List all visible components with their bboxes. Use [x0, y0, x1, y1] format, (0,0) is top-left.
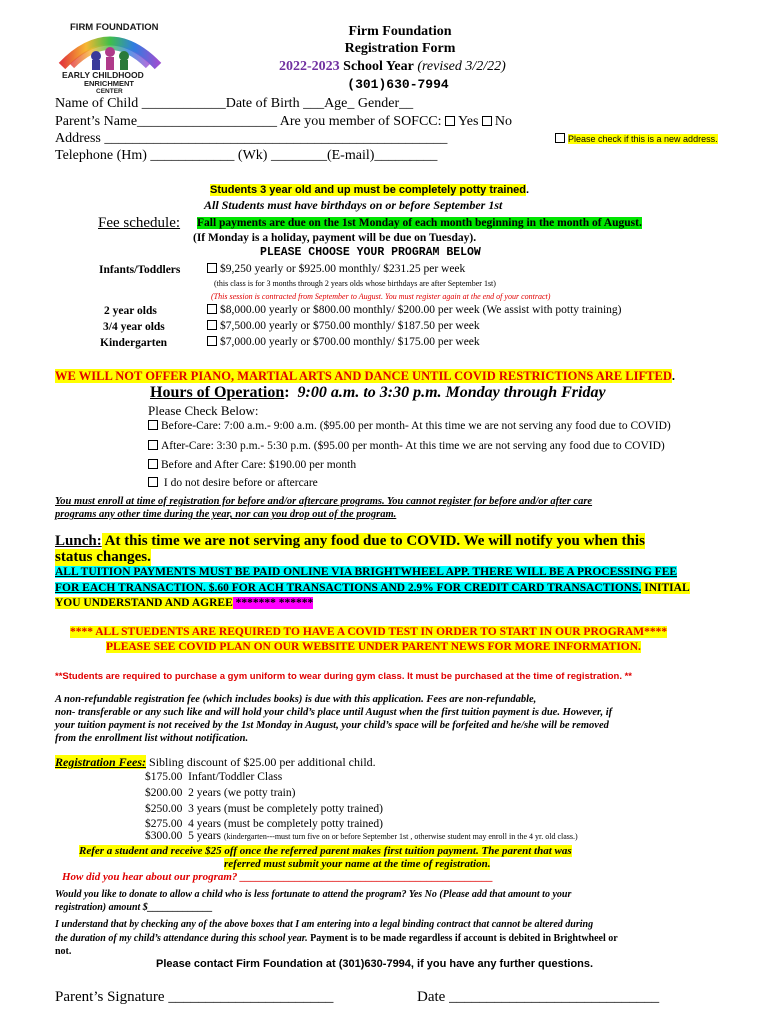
new-address-note: Please check if this is a new address.	[568, 134, 718, 144]
before-care-option[interactable]: Before-Care: 7:00 a.m.- 9:00 a.m. ($95.00 per month- At this time we are not serving any food due to COVID)	[148, 420, 671, 432]
school-year-label: School Year	[343, 59, 414, 74]
infant-age-note: (this class is for 3 months through 2 years olds whose birthdays are after September 1st)	[214, 279, 496, 288]
payment-due-notice: Fall payments are due on the 1st Monday of each month beginning in the month of August.	[197, 217, 642, 229]
sofcc-no-checkbox[interactable]	[482, 116, 492, 126]
before-care-checkbox[interactable]	[148, 420, 158, 430]
lunch-notice: Lunch: At this time we are not serving any food due to COVID. We will notify you when this	[55, 533, 645, 549]
reg-fee-row: $275.00 4 years (must be completely potty trained)	[145, 818, 383, 830]
program-label-2yr: 2 year olds	[104, 305, 157, 317]
enroll-note-line2: programs any other time during the year, nor can you drop out of the program.	[55, 509, 397, 520]
logo-line1: EARLY CHILDHOOD	[62, 70, 144, 80]
program-option-2yr[interactable]: $8,000.00 yearly or $800.00 monthly/ $200.00 per week (We assist with potty training)	[207, 304, 622, 316]
program-label-infants: Infants/Toddlers	[99, 264, 181, 276]
holiday-notice: (If Monday is a holiday, payment will be due on Tuesday).	[193, 232, 477, 244]
nonrefund-line2: non- transferable or any such like and will hold your child’s place until August when the first tuition payment is due. However, if	[55, 707, 613, 718]
sofcc-yes-checkbox[interactable]	[445, 116, 455, 126]
program-option-infants[interactable]: $9,250 yearly or $925.00 monthly/ $231.25 per week	[207, 263, 465, 275]
infants-checkbox[interactable]	[207, 263, 217, 273]
payment-notice-line3: YOU UNDERSTAND AND AGREE ******* ******	[55, 597, 314, 609]
program-option-3-4yr[interactable]: $7,500.00 yearly or $750.00 monthly/ $187.50 per week	[207, 320, 480, 332]
gym-uniform-notice: **Students are required to purchase a gym uniform to wear during gym class. It must be purchased at the time of registration. **	[55, 671, 632, 682]
donate-amount-field: registration) amount $_____________	[55, 902, 213, 913]
initial-field[interactable]: ******* ******	[232, 597, 314, 609]
child-info-line: Name of Child ____________Date of Birth ___Age_ Gender__	[55, 96, 414, 111]
potty-notice: Students 3 year old and up must be completely potty trained.	[210, 184, 530, 196]
hear-about-field: How did you hear about our program? ______________________________________________	[62, 871, 494, 883]
payment-notice-line2: FOR EACH TRANSACTION. $.60 FOR ACH TRANSACTIONS AND 2.9% FOR CREDIT CARD TRANSACTIONS. INITIAL	[55, 582, 690, 594]
kindergarten-checkbox[interactable]	[207, 336, 217, 346]
logo-line2: ENRICHMENT	[84, 79, 134, 88]
3-4yr-checkbox[interactable]	[207, 320, 217, 330]
parent-signature-field: Parent’s Signature ______________________	[55, 989, 334, 1005]
agreement-line3: not.	[55, 946, 72, 957]
before-after-care-option[interactable]: Before and After Care: $190.00 per month	[148, 459, 356, 471]
choose-program-heading: PLEASE CHOOSE YOUR PROGRAM BELOW	[260, 246, 481, 259]
after-care-checkbox[interactable]	[148, 440, 158, 450]
covid-plan-notice: PLEASE SEE COVID PLAN ON OUR WEBSITE UNDER PARENT NEWS FOR MORE INFORMATION.	[106, 641, 641, 653]
logo-top-text: FIRM FOUNDATION	[70, 22, 159, 33]
donate-line1: Would you like to donate to allow a child who is less fortunate to attend the program? Yes No (Please add that amount to your	[55, 889, 572, 900]
enroll-note-line1: You must enroll at time of registration for before and/or aftercare programs. You cannot register for before and/or after care	[55, 496, 593, 507]
parent-info-line	[55, 114, 512, 130]
reg-fee-row: $200.00 2 years (we potty train)	[145, 787, 296, 799]
reg-fee-row: $300.00 5 years (kindergarten---must turn five on or before September 1st , otherwise student may enroll in the 4 yr. old class.)	[145, 830, 578, 842]
program-option-kindergarten[interactable]: $7,000.00 yearly or $700.00 monthly/ $175.00 per week	[207, 336, 480, 348]
referral-line2: referred must submit your name at the time of registration.	[224, 858, 491, 870]
reg-fee-row: $250.00 3 years (must be completely potty trained)	[145, 803, 383, 815]
sofcc-yes-label: Yes	[458, 114, 479, 129]
header-phone: (301)630-7994	[347, 77, 449, 92]
check-below-label: Please Check Below:	[148, 403, 259, 418]
org-title: Firm Foundation	[348, 24, 452, 39]
birthday-notice: All Students must have birthdays on or before September 1st	[204, 198, 503, 212]
no-care-option[interactable]: I do not desire before or aftercare	[148, 477, 318, 489]
program-label-3-4yr: 3/4 year olds	[103, 321, 165, 333]
hours-heading: Hours of Operation: 9:00 a.m. to 3:30 p.m. Monday through Friday	[150, 384, 606, 401]
parent-name-field: Parent’s Name____________________ Are you member of SOFCC:	[55, 114, 442, 129]
form-title: Registration Form	[344, 41, 456, 56]
contact-line: Please contact Firm Foundation at (301)630-7994, if you have any further questions.	[156, 958, 594, 970]
telephone-field: Telephone (Hm) ____________ (Wk) ________(E-mail)_________	[55, 148, 438, 163]
revised-date: (revised 3/2/22)	[417, 59, 506, 74]
fee-schedule-label: Fee schedule:	[98, 215, 181, 231]
lunch-notice-line2: status changes.	[55, 549, 151, 565]
program-label-kindergarten: Kindergarten	[100, 337, 168, 349]
before-after-care-checkbox[interactable]	[148, 459, 158, 469]
payment-notice-line1: ALL TUITION PAYMENTS MUST BE PAID ONLINE VIA BRIGHTWHEEL APP. THERE WILL BE A PROCESSING FEE	[55, 566, 678, 578]
no-care-checkbox[interactable]	[148, 477, 158, 487]
covid-activities-banner: WE WILL NOT OFFER PIANO, MARTIAL ARTS AND DANCE UNTIL COVID RESTRICTIONS ARE LIFTED.	[55, 369, 675, 383]
nonrefund-line3: your tuition payment is not received by the 1st Monday in August, your child’s space will be forfeited and he/she will be removed	[55, 720, 609, 731]
sofcc-no-label: No	[494, 114, 513, 129]
school-year: 2022-2023	[279, 59, 340, 74]
agreement-line1: I understand that by checking any of the above boxes that I am entering into a legal binding contract that cannot be altered during	[55, 919, 594, 930]
agreement-line2: the duration of my child’s attendance during this school year. Payment is to be made regardless if account is debited in Brightwheel or	[55, 933, 618, 944]
kindergarten-note: (kindergarten---must turn five on or before September 1st , otherwise student may enroll in the 4 yr. old class.)	[223, 832, 578, 841]
registration-fees-heading: Registration Fees: Sibling discount of $25.00 per additional child.	[55, 755, 376, 769]
2yr-checkbox[interactable]	[207, 304, 217, 314]
address-field: Address _________________________________________________	[55, 131, 448, 146]
new-address-check	[555, 133, 718, 144]
logo-line3: CENTER	[96, 88, 123, 95]
school-year-line	[279, 59, 506, 75]
new-address-checkbox[interactable]	[555, 133, 565, 143]
date-field: Date ____________________________	[417, 989, 660, 1005]
referral-line1: Refer a student and receive $25 off once the referred parent makes first tuition payment. The parent that was	[79, 845, 572, 857]
reg-fee-row: $175.00 Infant/Toddler Class	[145, 771, 283, 783]
covid-test-notice: **** ALL STUEDENTS ARE REQUIRED TO HAVE A COVID TEST IN ORDER TO START IN OUR PROGRAM****	[70, 626, 668, 638]
nonrefund-line1: A non-refundable registration fee (which includes books) is due with this application. Fees are non-refundable,	[55, 694, 537, 705]
infant-contract-note: (This session is contracted from September to August. You must register again at the end of your contract)	[211, 292, 551, 301]
nonrefund-line4: from the enrollment list without notification.	[55, 733, 249, 744]
after-care-option[interactable]: After-Care: 3:30 p.m.- 5:30 p.m. ($95.00 per month- At this time we are not serving any food due to COVID)	[148, 440, 665, 452]
